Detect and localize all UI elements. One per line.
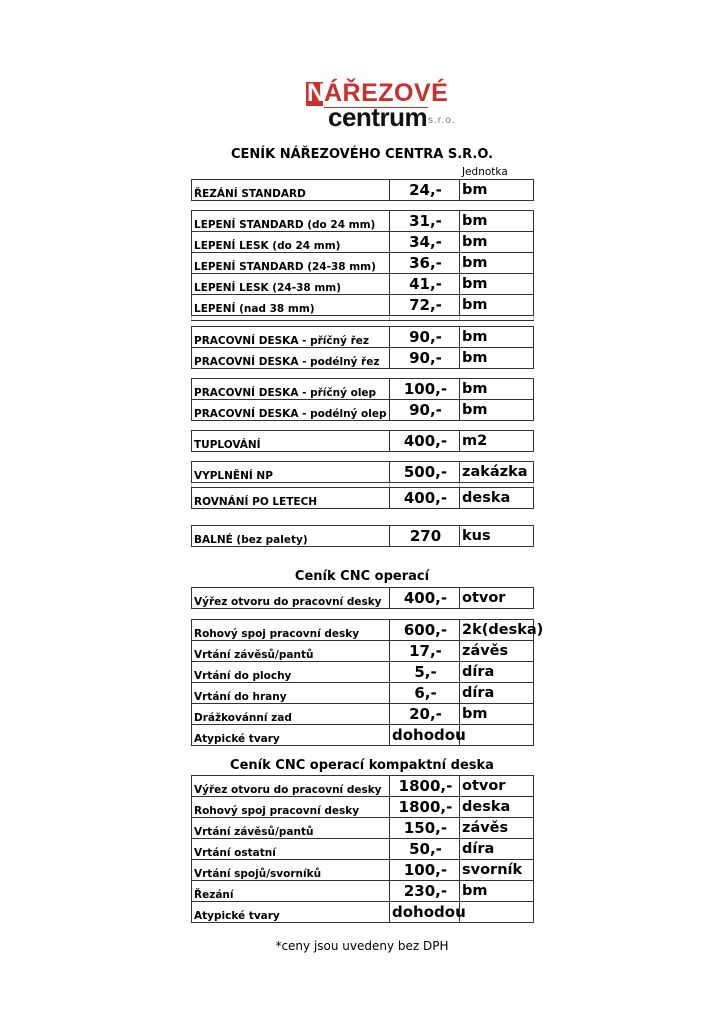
price-row — [192, 881, 534, 902]
price-row — [192, 295, 534, 316]
table-tuplovani — [191, 430, 534, 452]
price-row — [192, 379, 534, 400]
item-price: 50,- — [390, 839, 460, 860]
table-cnc-kompakt — [191, 775, 534, 923]
price-row — [192, 400, 534, 421]
item-name: LEPENÍ (nad 38 mm) — [192, 295, 390, 316]
price-row — [192, 180, 534, 201]
price-row — [192, 488, 534, 509]
item-name: PRACOVNÍ DESKA - příčný olep — [192, 379, 390, 400]
item-unit: bm — [460, 232, 534, 253]
item-name: Rohový spoj pracovní desky — [192, 620, 390, 641]
table-balne — [191, 525, 534, 547]
spacer-row — [192, 316, 534, 321]
spacer-cell — [390, 316, 460, 321]
item-unit: 2k(deska) — [460, 620, 534, 641]
price-row — [192, 797, 534, 818]
table-rezani — [191, 179, 534, 201]
item-name: Výřez otvoru do pracovní desky — [192, 776, 390, 797]
item-price: 500,- — [390, 462, 460, 483]
price-row — [192, 902, 534, 923]
item-price: 24,- — [390, 180, 460, 201]
item-price: 31,- — [390, 211, 460, 232]
item-unit: bm — [460, 881, 534, 902]
item-name: VYPLNĚNÍ NP — [192, 462, 390, 483]
item-price: 5,- — [390, 662, 460, 683]
item-unit: bm — [460, 211, 534, 232]
price-row — [192, 462, 534, 483]
price-row — [192, 620, 534, 641]
spacer-cell — [192, 316, 390, 321]
item-name: PRACOVNÍ DESKA - podélný olep — [192, 400, 390, 421]
item-price: 90,- — [390, 327, 460, 348]
table-pracovni-olep — [191, 378, 534, 421]
item-price: 36,- — [390, 253, 460, 274]
item-name: PRACOVNÍ DESKA - podélný řez — [192, 348, 390, 369]
item-name: Atypické tvary — [192, 725, 390, 746]
item-name: ŘEZÁNÍ STANDARD — [192, 180, 390, 201]
item-price: 6,- — [390, 683, 460, 704]
spacer-cell — [460, 316, 534, 321]
item-price: 400,- — [390, 488, 460, 509]
item-unit: závěs — [460, 818, 534, 839]
item-price: 400,- — [390, 431, 460, 452]
item-price: 270 — [390, 526, 460, 547]
item-name: Vrtání závěsů/pantů — [192, 818, 390, 839]
logo-first-letter: N — [307, 79, 326, 107]
item-name: Vrtání závěsů/pantů — [192, 641, 390, 662]
logo-top-word: ÁŘEZOVÉ — [324, 79, 449, 107]
item-unit: bm — [460, 400, 534, 421]
price-row — [192, 662, 534, 683]
page-title: CENÍK NÁŘEZOVÉHO CENTRA S.R.O. — [230, 147, 494, 162]
item-unit — [460, 902, 534, 923]
price-row — [192, 253, 534, 274]
item-unit: bm — [460, 348, 534, 369]
footer-note: *ceny jsou uvedeny bez DPH — [275, 939, 449, 953]
item-unit — [460, 725, 534, 746]
item-unit: otvor — [460, 588, 534, 609]
item-name: Výřez otvoru do pracovní desky — [192, 588, 390, 609]
table-pracovni-rez — [191, 326, 534, 369]
item-unit: bm — [460, 253, 534, 274]
item-unit: otvor — [460, 776, 534, 797]
logo-bottom-word: centrum — [328, 102, 428, 132]
item-name: Vrtání spojů/svorníků — [192, 860, 390, 881]
item-price: 72,- — [390, 295, 460, 316]
item-unit: bm — [460, 180, 534, 201]
logo-suffix: s.r.o. — [428, 115, 456, 126]
price-row — [192, 704, 534, 725]
item-price: 150,- — [390, 818, 460, 839]
price-row — [192, 683, 534, 704]
item-unit: díra — [460, 839, 534, 860]
item-unit: svorník — [460, 860, 534, 881]
item-price: dohodou — [390, 902, 460, 923]
table-lepeni — [191, 210, 534, 321]
price-row — [192, 839, 534, 860]
item-price: 90,- — [390, 348, 460, 369]
item-price: 100,- — [390, 379, 460, 400]
item-name: LEPENÍ LESK (24-38 mm) — [192, 274, 390, 295]
price-row — [192, 526, 534, 547]
item-name: Drážkovánní zad — [192, 704, 390, 725]
price-row — [192, 641, 534, 662]
item-unit: bm — [460, 327, 534, 348]
item-name: TUPLOVÁNÍ — [192, 431, 390, 452]
item-price: dohodou — [390, 725, 460, 746]
price-row — [192, 588, 534, 609]
item-name: LEPENÍ STANDARD (24-38 mm) — [192, 253, 390, 274]
item-price: 1800,- — [390, 776, 460, 797]
price-row — [192, 725, 534, 746]
item-name: Atypické tvary — [192, 902, 390, 923]
item-unit: díra — [460, 683, 534, 704]
price-row — [192, 818, 534, 839]
item-name: BALNÉ (bez palety) — [192, 526, 390, 547]
item-price: 34,- — [390, 232, 460, 253]
table-cnc — [191, 619, 544, 746]
item-name: Vrtání do plochy — [192, 662, 390, 683]
item-price: 17,- — [390, 641, 460, 662]
item-unit: bm — [460, 704, 534, 725]
item-unit: zakázka — [460, 462, 534, 483]
unit-column-header: Jednotka — [462, 166, 508, 178]
table-vyplneni — [191, 461, 534, 509]
item-name: Řezání — [192, 881, 390, 902]
item-name: ROVNÁNÍ PO LETECH — [192, 488, 390, 509]
item-unit: bm — [460, 379, 534, 400]
item-unit: díra — [460, 662, 534, 683]
item-price: 90,- — [390, 400, 460, 421]
item-price: 41,- — [390, 274, 460, 295]
item-name: Vrtání do hrany — [192, 683, 390, 704]
price-row — [192, 211, 534, 232]
price-row — [192, 232, 534, 253]
price-row — [192, 348, 534, 369]
item-unit: bm — [460, 274, 534, 295]
item-name: LEPENÍ STANDARD (do 24 mm) — [192, 211, 390, 232]
price-row — [192, 860, 534, 881]
item-unit: bm — [460, 295, 534, 316]
price-row — [192, 776, 534, 797]
company-logo — [306, 80, 456, 132]
item-name: LEPENÍ LESK (do 24 mm) — [192, 232, 390, 253]
cnc-kompakt-section-title: Ceník CNC operací kompaktní deska — [230, 758, 494, 773]
item-unit: kus — [460, 526, 534, 547]
price-row — [192, 327, 534, 348]
item-price: 20,- — [390, 704, 460, 725]
item-price: 100,- — [390, 860, 460, 881]
item-unit: závěs — [460, 641, 534, 662]
item-price: 230,- — [390, 881, 460, 902]
item-price: 1800,- — [390, 797, 460, 818]
item-name: PRACOVNÍ DESKA - příčný řez — [192, 327, 390, 348]
item-unit: deska — [460, 488, 534, 509]
item-name: Rohový spoj pracovní desky — [192, 797, 390, 818]
item-unit: m2 — [460, 431, 534, 452]
price-row — [192, 431, 534, 452]
item-name: Vrtání ostatní — [192, 839, 390, 860]
table-cnc-first — [191, 587, 534, 609]
item-unit: deska — [460, 797, 534, 818]
item-price: 600,- — [390, 620, 460, 641]
item-price: 400,- — [390, 588, 460, 609]
price-row — [192, 274, 534, 295]
cnc-section-title: Ceník CNC operací — [294, 569, 430, 584]
